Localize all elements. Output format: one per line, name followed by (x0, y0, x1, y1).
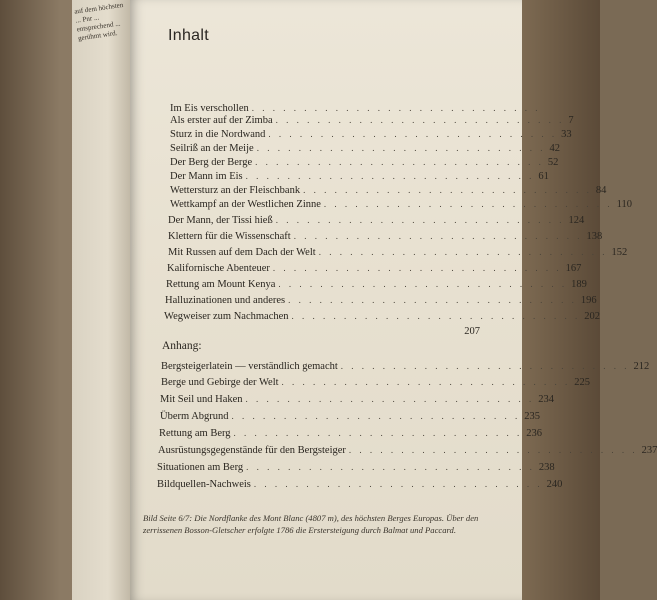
toc-entry (170, 196, 633, 212)
entry-title: Situationen am Berg (157, 462, 244, 473)
entry-title: Überm Abgrund (160, 411, 229, 422)
dot-leader: . . . . . . . . . . . . . . . . . . . . . . . . . . . . (231, 411, 521, 421)
entry-page: 212 (633, 361, 650, 372)
entry-page: 110 (616, 199, 633, 210)
dot-leader: . . . . . . . . . . . . . . . . . . . . . . . . . . . . (303, 185, 592, 195)
dot-leader: . . . . . . . . . . . . . . . . . . . . . . . . . . . . (288, 295, 577, 305)
dot-leader: . . . . . . . . . . . . . . . . . . . . . . . . . . . . (246, 462, 535, 472)
entry-title: Klettern für die Wissenschaft (168, 231, 291, 242)
entry-title: Der Berg der Berge (170, 157, 253, 168)
entry-page: 196 (580, 295, 597, 306)
toc-entry (166, 276, 587, 292)
entry-title: Seilriß an der Meije (170, 143, 254, 154)
toc-entry (164, 324, 480, 340)
appendix-entry (161, 374, 591, 390)
entry-title: Der Mann, der Tissi hieß (168, 215, 273, 226)
entry-page: 236 (526, 428, 543, 439)
page-title: Inhalt (168, 27, 209, 44)
dot-leader: . . . . . . . . . . . . . . . . . . . . . . . . . . . . (278, 279, 568, 289)
dot-leader: . . . . . . . . . . . . . . . . . . . . . . . . . . . . (245, 171, 535, 181)
appendix-entry (159, 425, 543, 441)
dot-leader: . . . . . . . . . . . . . . . . . . . . . . . . . . . . (255, 157, 544, 167)
figure-caption: Bild Seite 6/7: Die Nordflanke des Mont Blanc (4807 m), des höchsten Berges Europas. Über den zerrissenen Bosson-Gletscher erfolgte 1786 die Erstersteigung durch Balmat und Paccard. (143, 513, 479, 535)
dot-leader: . . . . . . . . . . . . . . . . . . . . . . . . . . . . (323, 199, 613, 209)
entry-title: Kalifornische Abenteuer (167, 263, 270, 274)
entry-page: 152 (611, 247, 628, 258)
dot-leader: . . . . . . . . . . . . . . . . . . . . . . . . . . . . (340, 361, 630, 371)
entry-page: 7 (568, 115, 574, 126)
entry-page: 207 (464, 326, 480, 337)
entry-title: Berge und Gebirge der Welt (161, 377, 279, 388)
dot-leader: . . . . . . . . . . . . . . . . . . . . . . . . . . . . (275, 215, 565, 225)
appendix-entry (158, 442, 657, 458)
entry-title: Ausrüstungsgegenstände für den Bergsteiger (158, 445, 346, 456)
entry-title: Im Eis verschollen (170, 103, 249, 114)
entry-page: 52 (547, 157, 559, 168)
dot-leader: . . . . . . . . . . . . . . . . . . . . . . . . . . . . (281, 377, 571, 387)
appendix-entry (157, 476, 563, 492)
entry-page: 202 (584, 311, 601, 322)
entry-title: Als erster auf der Zimba (170, 115, 273, 126)
entry-page: 33 (561, 129, 572, 140)
dot-leader: . . . . . . . . . . . . . . . . . . . . . . . . . . . . (253, 479, 543, 489)
entry-page: 235 (524, 411, 541, 422)
entry-title: Mit Seil und Haken (160, 394, 243, 405)
appendix-entry (160, 408, 541, 424)
entry-title: Sturz in die Nordwand (170, 129, 266, 140)
entry-title: Wegweiser zum Nachmachen (164, 311, 289, 322)
entry-page: 84 (595, 185, 607, 196)
entry-title: Der Mann im Eis (170, 171, 243, 182)
dot-leader: . . . . . . . . . . . . . . . . . . . . . . . . . . . . (275, 115, 565, 125)
entry-page: 237 (641, 445, 657, 456)
dot-leader: . . . . . . . . . . . . . . . . . . . . . . . . . . . . (245, 394, 535, 404)
appendix-entry (160, 391, 555, 407)
dot-leader: . . . . . . . . . . . . . . . . . . . . . . . . . . . . (348, 445, 638, 455)
entry-title: Bergsteigerlatein — verständlich gemacht (161, 361, 338, 372)
entry-page: 225 (574, 377, 591, 388)
dot-leader: . . . . . . . . . . . . . . . . . . . . . . . . . . . . (233, 428, 523, 438)
entry-title: Halluzinationen und anderes (165, 295, 286, 306)
toc-entry (168, 212, 585, 228)
dot-leader: . . . . . . . . . . . . . . . . . . . . . . . . . . . . (251, 103, 541, 113)
dot-leader: . . . . . . . . . . . . . . . . . . . . . . . . . . . . (293, 231, 583, 241)
entry-title: Rettung am Berg (159, 428, 231, 439)
left-page-text: auf dem höchsten ... Pnr ... entsprechend ... gerühmt wird. (73, 0, 124, 43)
dot-leader: . . . . . . . . . . . . . . . . . . . . . . . . . . . . (256, 143, 546, 153)
toc-entry (168, 228, 603, 244)
entry-page: 189 (571, 279, 587, 290)
dot-leader: . . . . . . . . . . . . . . . . . . . . . . . . . . . . (268, 129, 558, 139)
dot-leader: . . . . . . . . . . . . . . . . . . . . . . . . . . . . (272, 263, 562, 273)
entry-page: 138 (586, 231, 603, 242)
entry-page: 124 (568, 215, 585, 226)
appendix-entry (157, 459, 555, 475)
entry-page: 61 (538, 171, 549, 182)
entry-title: Rettung am Mount Kenya (166, 279, 276, 290)
entry-page: 42 (549, 143, 560, 154)
appendix-entry (161, 358, 650, 374)
dot-leader: . . . . . . . . . . . . . . . . . . . . . . . . . . . . (291, 311, 581, 321)
entry-title: Wettkampf an der Westlichen Zinne (170, 199, 321, 210)
entry-title: Bildquellen-Nachweis (157, 479, 251, 490)
entry-title: Mit Russen auf dem Dach der Welt (168, 247, 316, 258)
toc-entry (167, 260, 582, 276)
toc-entry (165, 292, 597, 308)
entry-page: 167 (565, 263, 582, 274)
entry-page: 234 (538, 394, 555, 405)
dot-leader: . . . . . . . . . . . . . . . . . . . . . . . . . . . . (318, 247, 608, 257)
entry-page: 240 (546, 479, 563, 490)
entry-page: 238 (538, 462, 555, 473)
toc-entry (164, 308, 601, 324)
toc-entry (168, 244, 628, 260)
appendix-label: Anhang: (162, 340, 202, 352)
entry-title: Wettersturz an der Fleischbank (170, 185, 301, 196)
